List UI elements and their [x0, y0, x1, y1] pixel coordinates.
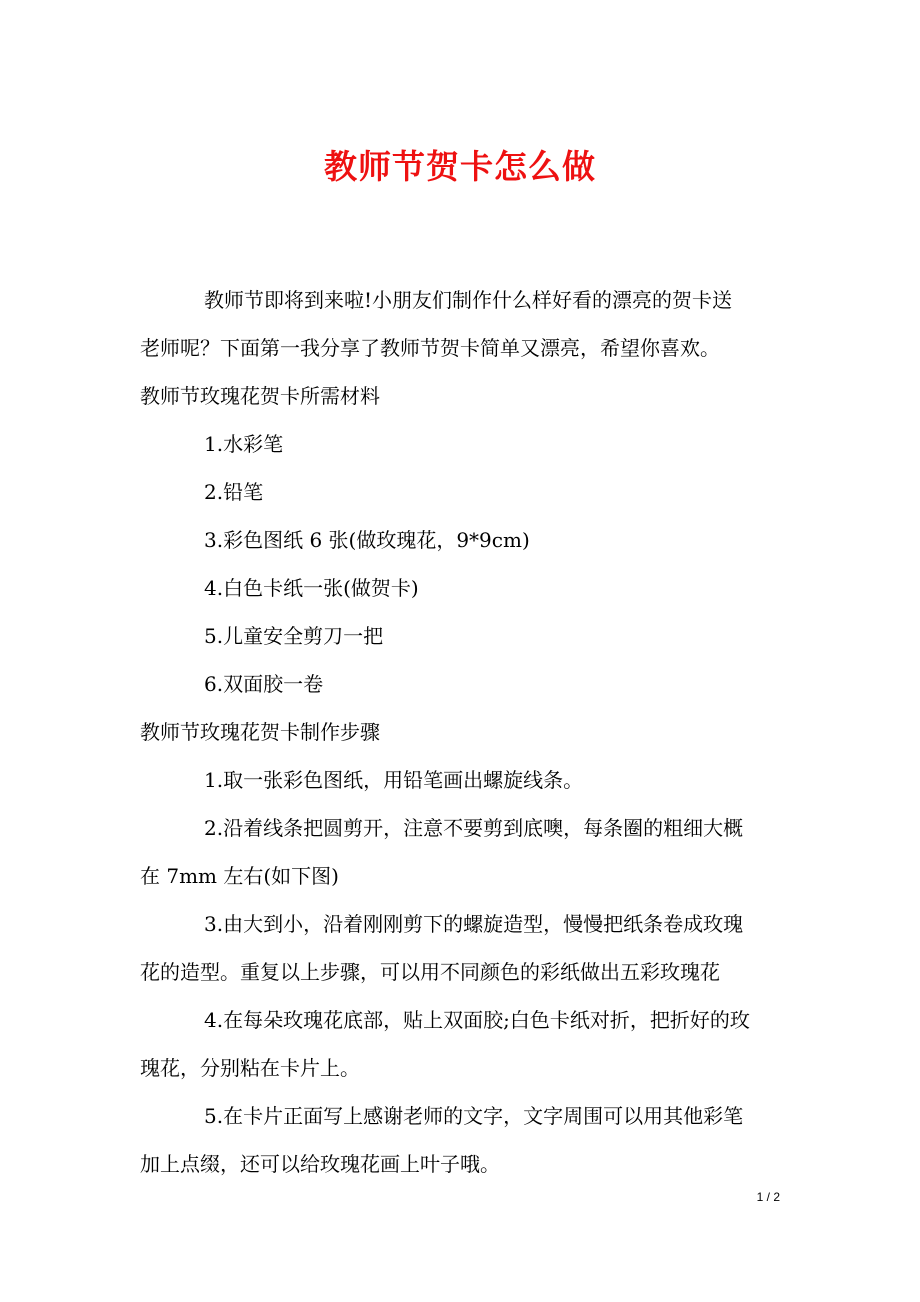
material-item: 4.白色卡纸一张(做贺卡) — [204, 576, 419, 600]
materials-heading: 教师节玫瑰花贺卡所需材料 — [140, 384, 380, 408]
step-item: 3.由大到小，沿着刚刚剪下的螺旋造型，慢慢把纸条卷成玫瑰 — [204, 912, 744, 936]
material-item: 6.双面胶一卷 — [204, 672, 324, 696]
material-item: 5.儿童安全剪刀一把 — [204, 624, 384, 648]
step-item: 4.在每朵玫瑰花底部，贴上双面胶;白色卡纸对折，把折好的玫 — [204, 1008, 750, 1032]
document-body — [140, 276, 785, 1188]
material-item: 1.水彩笔 — [204, 432, 284, 456]
step-item-continued: 瑰花，分别粘在卡片上。 — [140, 1056, 360, 1080]
step-item: 2.沿着线条把圆剪开，注意不要剪到底噢，每条圈的粗细大概 — [204, 816, 744, 840]
material-item: 2.铅笔 — [204, 480, 264, 504]
step-item-continued: 加上点缀，还可以给玫瑰花画上叶子哦。 — [140, 1152, 500, 1176]
intro-line-2: 老师呢？下面第一我分享了教师节贺卡简单又漂亮，希望你喜欢。 — [140, 336, 720, 360]
step-item: 1.取一张彩色图纸，用铅笔画出螺旋线条。 — [204, 768, 584, 792]
document-title: 教师节贺卡怎么做 — [324, 147, 596, 186]
step-item-continued: 花的造型。重复以上步骤，可以用不同颜色的彩纸做出五彩玫瑰花 — [140, 960, 720, 984]
step-item: 5.在卡片正面写上感谢老师的文字，文字周围可以用其他彩笔 — [204, 1104, 744, 1128]
page-number: 1 / 2 — [756, 1190, 780, 1204]
material-item: 3.彩色图纸 6 张(做玫瑰花，9*9cm) — [204, 528, 530, 552]
steps-heading: 教师节玫瑰花贺卡制作步骤 — [140, 720, 380, 744]
step-item-continued: 在 7mm 左右(如下图) — [140, 864, 339, 888]
intro-line-1: 教师节即将到来啦!小朋友们制作什么样好看的漂亮的贺卡送 — [204, 288, 733, 312]
